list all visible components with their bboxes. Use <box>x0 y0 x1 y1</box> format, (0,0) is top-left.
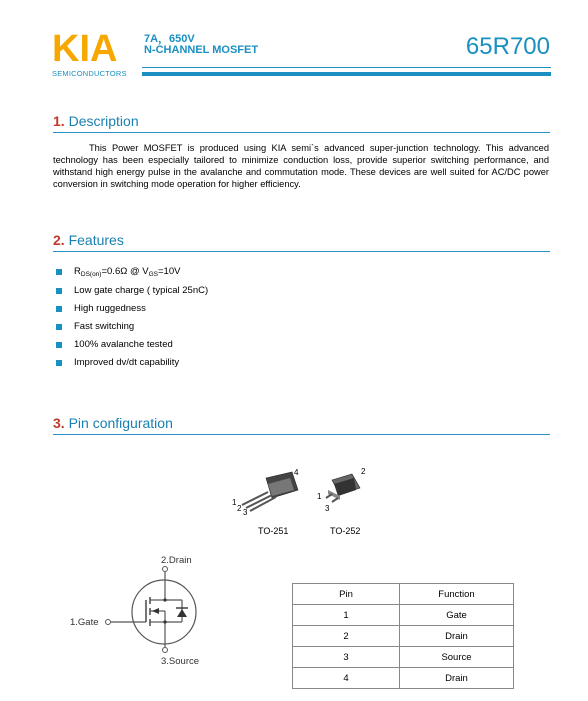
feature-rds: $R_{DS(on)}=0.6\Omega$ @ $V_{GS}=10V$ <box>74 266 181 278</box>
section-description-heading <box>53 113 139 129</box>
table-cell: 1 <box>293 605 400 626</box>
table-row <box>293 647 514 668</box>
to252-pin-label: 3 <box>325 504 330 513</box>
section-rule <box>53 132 550 133</box>
section-rule <box>53 251 550 252</box>
section-title: Description <box>68 113 139 129</box>
description-paragraph: This Power MOSFET is produced using KIA semi`s advanced super-junction technology. This advanced technology has been especially tailored to minimize conduction loss, provide superior switching performance, and withstand high energy pulse in the avalanche and commutation mode. These devices are well suited for AC/DC power conversion in switching mode operation for higher efficiency. <box>53 143 549 189</box>
bullet-square-icon <box>56 269 62 275</box>
package-drawings <box>228 462 378 524</box>
table-cell: Source <box>400 647 514 668</box>
table-cell: Gate <box>400 605 514 626</box>
part-number: 65R700 <box>465 33 550 60</box>
to251-pin-label: 2 <box>237 504 242 513</box>
to251-pin-label: 4 <box>294 468 299 477</box>
bullet-square-icon <box>56 342 62 348</box>
section-number: 1. <box>53 113 65 129</box>
feature-text: High ruggedness <box>74 303 146 314</box>
to251-pin-label: 1 <box>232 498 237 507</box>
table-cell: 2 <box>293 626 400 647</box>
to251-package-icon <box>242 472 298 511</box>
header-rule-thin <box>142 67 551 68</box>
table-header-cell: Pin <box>293 584 400 605</box>
to252-pin-label: 1 <box>317 492 322 501</box>
bullet-square-icon <box>56 324 62 330</box>
gate-label: 1.Gate <box>70 617 99 628</box>
table-cell: Drain <box>400 626 514 647</box>
section-number: 3. <box>53 415 65 431</box>
logo-subtitle: SEMICONDUCTORS <box>52 69 127 78</box>
table-header-row <box>293 584 514 605</box>
package-label-to252: TO-252 <box>330 526 361 536</box>
to252-pin-label: 2 <box>361 467 366 476</box>
feature-text: Low gate charge ( typical 25nC) <box>74 285 209 296</box>
to251-pin-label: 3 <box>243 508 248 517</box>
section-title: Pin configuration <box>68 415 173 431</box>
bullet-square-icon <box>56 360 62 366</box>
pin-function-table <box>292 583 514 689</box>
table-cell: Drain <box>400 668 514 689</box>
company-logo: KIA <box>52 28 118 70</box>
source-label: 3.Source <box>161 656 200 667</box>
feature-text: Fast switching <box>74 321 135 332</box>
table-cell: 4 <box>293 668 400 689</box>
device-type-title: N-CHANNEL MOSFET <box>144 44 259 56</box>
section-features-heading <box>53 232 124 248</box>
section-pin-config-heading <box>53 415 173 431</box>
to252-package-icon <box>326 474 360 502</box>
header-rule-thick <box>142 72 551 76</box>
table-header-cell: Function <box>400 584 514 605</box>
mosfet-schematic <box>60 550 220 670</box>
section-rule <box>53 434 550 435</box>
section-number: 2. <box>53 232 65 248</box>
rating-title: 7A，650V <box>144 33 195 45</box>
table-row <box>293 626 514 647</box>
table-row <box>293 668 514 689</box>
bullet-square-icon <box>56 288 62 294</box>
feature-text: Improved dv/dt capability <box>74 357 180 368</box>
package-label-to251: TO-251 <box>258 526 289 536</box>
feature-text: 100% avalanche tested <box>74 339 173 350</box>
table-row <box>293 605 514 626</box>
table-cell: 3 <box>293 647 400 668</box>
bullet-square-icon <box>56 306 62 312</box>
section-title: Features <box>68 232 124 248</box>
drain-label: 2.Drain <box>161 555 192 566</box>
